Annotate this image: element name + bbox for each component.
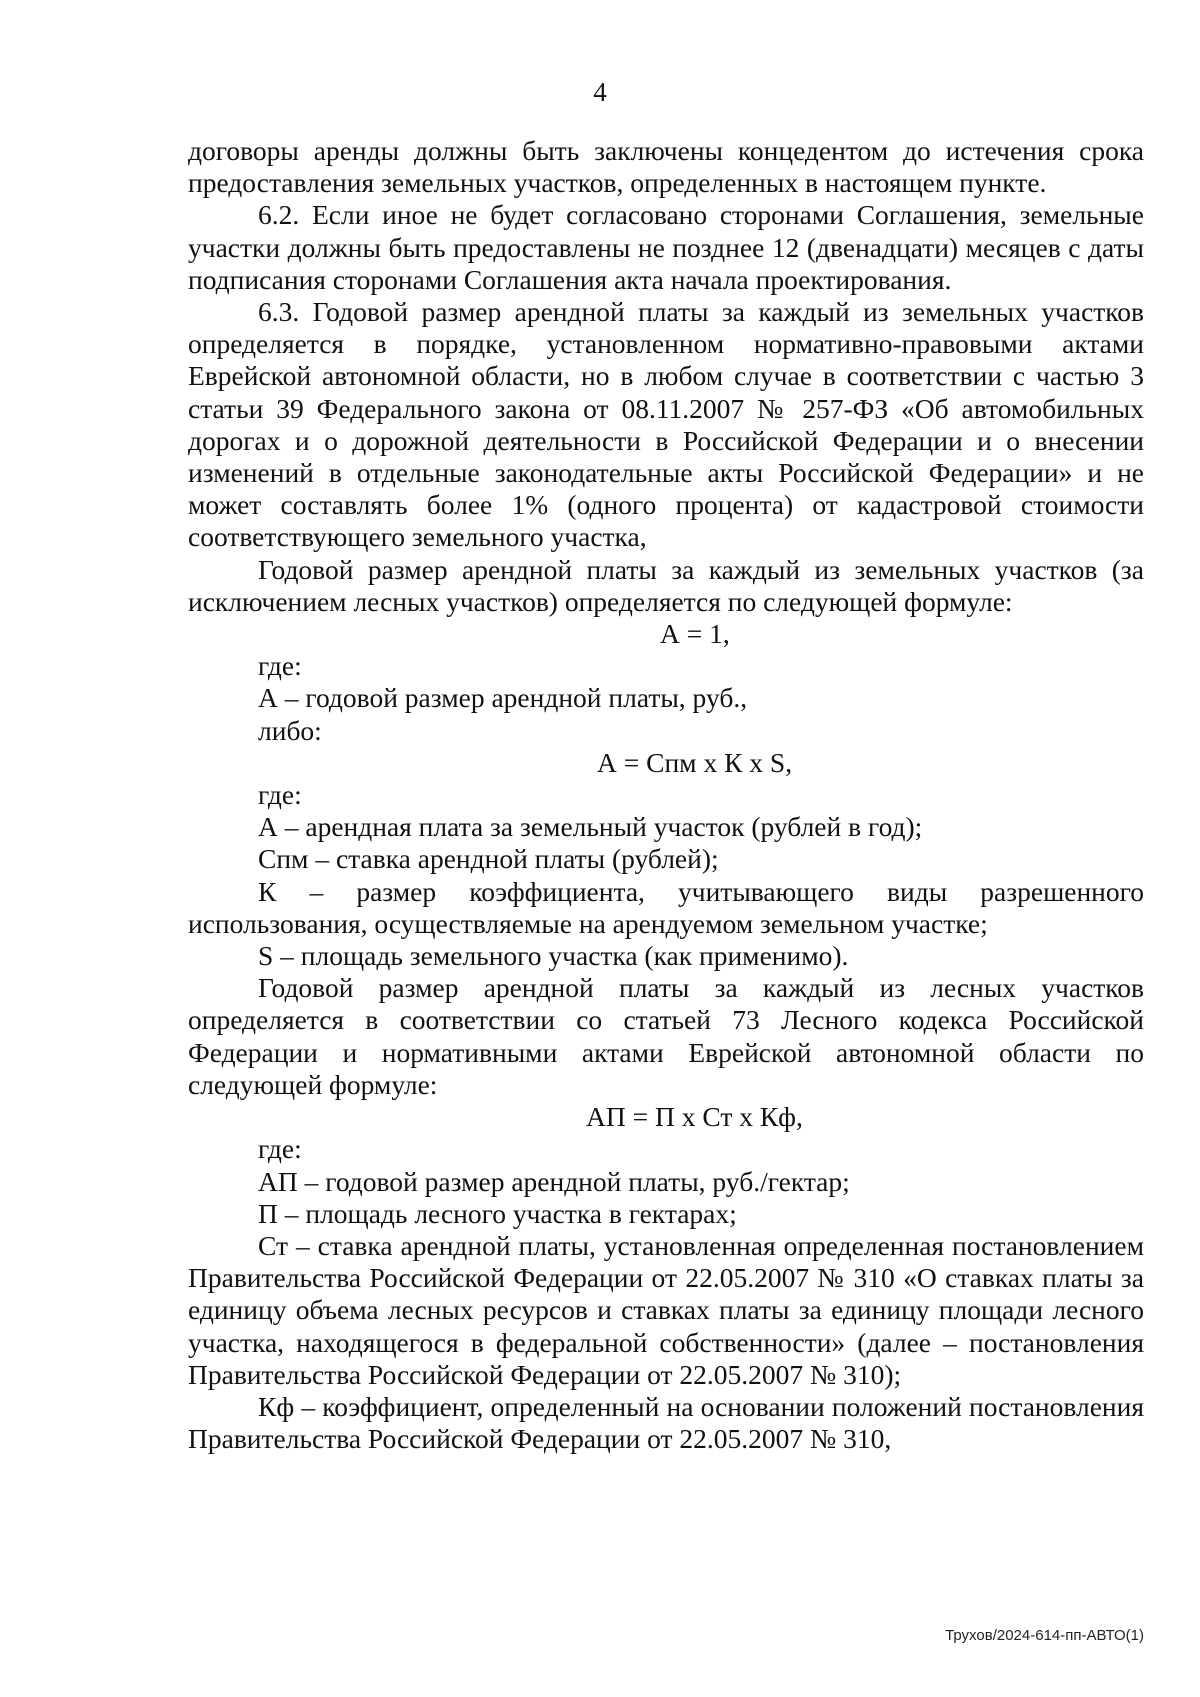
paragraph-forest-formula-intro: Годовой размер арендной платы за каждый из лесных участков определяется в соответствии со статьей 73 Лесного кодекса Российской Федерации и нормативными актами Еврейской автономной области по следующей формуле: [188, 972, 1144, 1100]
where-label: где: [258, 779, 302, 811]
definition-s: S – площадь земельного участка (как применимо). [258, 940, 849, 972]
definition-a-rent: А – арендная плата за земельный участок (рублей в год); [258, 811, 923, 843]
definition-k: К – размер коэффициента, учитывающего виды разрешенного использования, осуществляемые на арендуемом земельном участке; [188, 875, 1144, 939]
definition-p: П – площадь лесного участка в гектарах; [258, 1197, 737, 1229]
definition-st: Ст – ставка арендной платы, установленная определенная постановлением Правительства Российской Федерации от 22.05.2007 № 310 «О ставках платы за единицу объема лесных ресурсов и ставках платы за единицу площади лесного участка, находящегося в федеральной собственности» (далее – постановления Правительства Российской Федерации от 22.05.2007 № 310); [188, 1229, 1144, 1390]
paragraph-6-2: 6.2. Если иное не будет согласовано сторонами Соглашения, земельные участки должны быть предоставлены не позднее 12 (двенадцати) месяцев с даты подписания сторонами Соглашения акта начала проектирования. [188, 199, 1144, 295]
page-number: 4 [593, 77, 607, 107]
where-label: где: [258, 650, 302, 682]
paragraph-6-3: 6.3. Годовой размер арендной платы за каждый из земельных участков определяется в порядке, установленном нормативно-правовыми актами Еврейской автономной области, но в любом случае в соответствии с частью 3 статьи 39 Федерального закона от 08.11.2007 № 257-ФЗ «Об автомобильных дорогах и о дорожной деятельности в Российской Федерации и о внесении изменений в отдельные законодательные акты Российской Федерации» и не может составлять более 1% (одного процента) от кадастровой стоимости соответствующего земельного участка, [188, 296, 1144, 553]
where-label: где: [258, 1133, 302, 1165]
definition-ap: АП – годовой размер арендной платы, руб./гектар; [258, 1165, 850, 1197]
either-label: либо: [258, 714, 322, 746]
paragraph-continuation: договоры аренды должны быть заключены концедентом до истечения срока предоставления земельных участков, определенных в настоящем пункте. [188, 135, 1144, 199]
definition-kf: Кф – коэффициент, определенный на основании положений постановления Правительства Российской Федерации от 22.05.2007 № 310, [188, 1390, 1144, 1455]
formula-a-spm-k-s: А = Спм х К х S, [597, 746, 793, 778]
definition-spm: Спм – ставка арендной платы (рублей); [258, 843, 719, 875]
formula-a-equals-one: А = 1, [660, 618, 730, 650]
footer-document-code: Трухов/2024-614-пп-АВТО(1) [945, 1627, 1144, 1644]
paragraph-rent-formula-intro: Годовой размер арендной платы за каждый из земельных участков (за исключением лесных участков) определяется по следующей формуле: [188, 553, 1144, 617]
definition-a-annual: А – годовой размер арендной платы, руб., [258, 682, 748, 714]
formula-ap: АП = П х Ст х Кф, [586, 1101, 803, 1133]
document-body [188, 135, 1144, 1455]
